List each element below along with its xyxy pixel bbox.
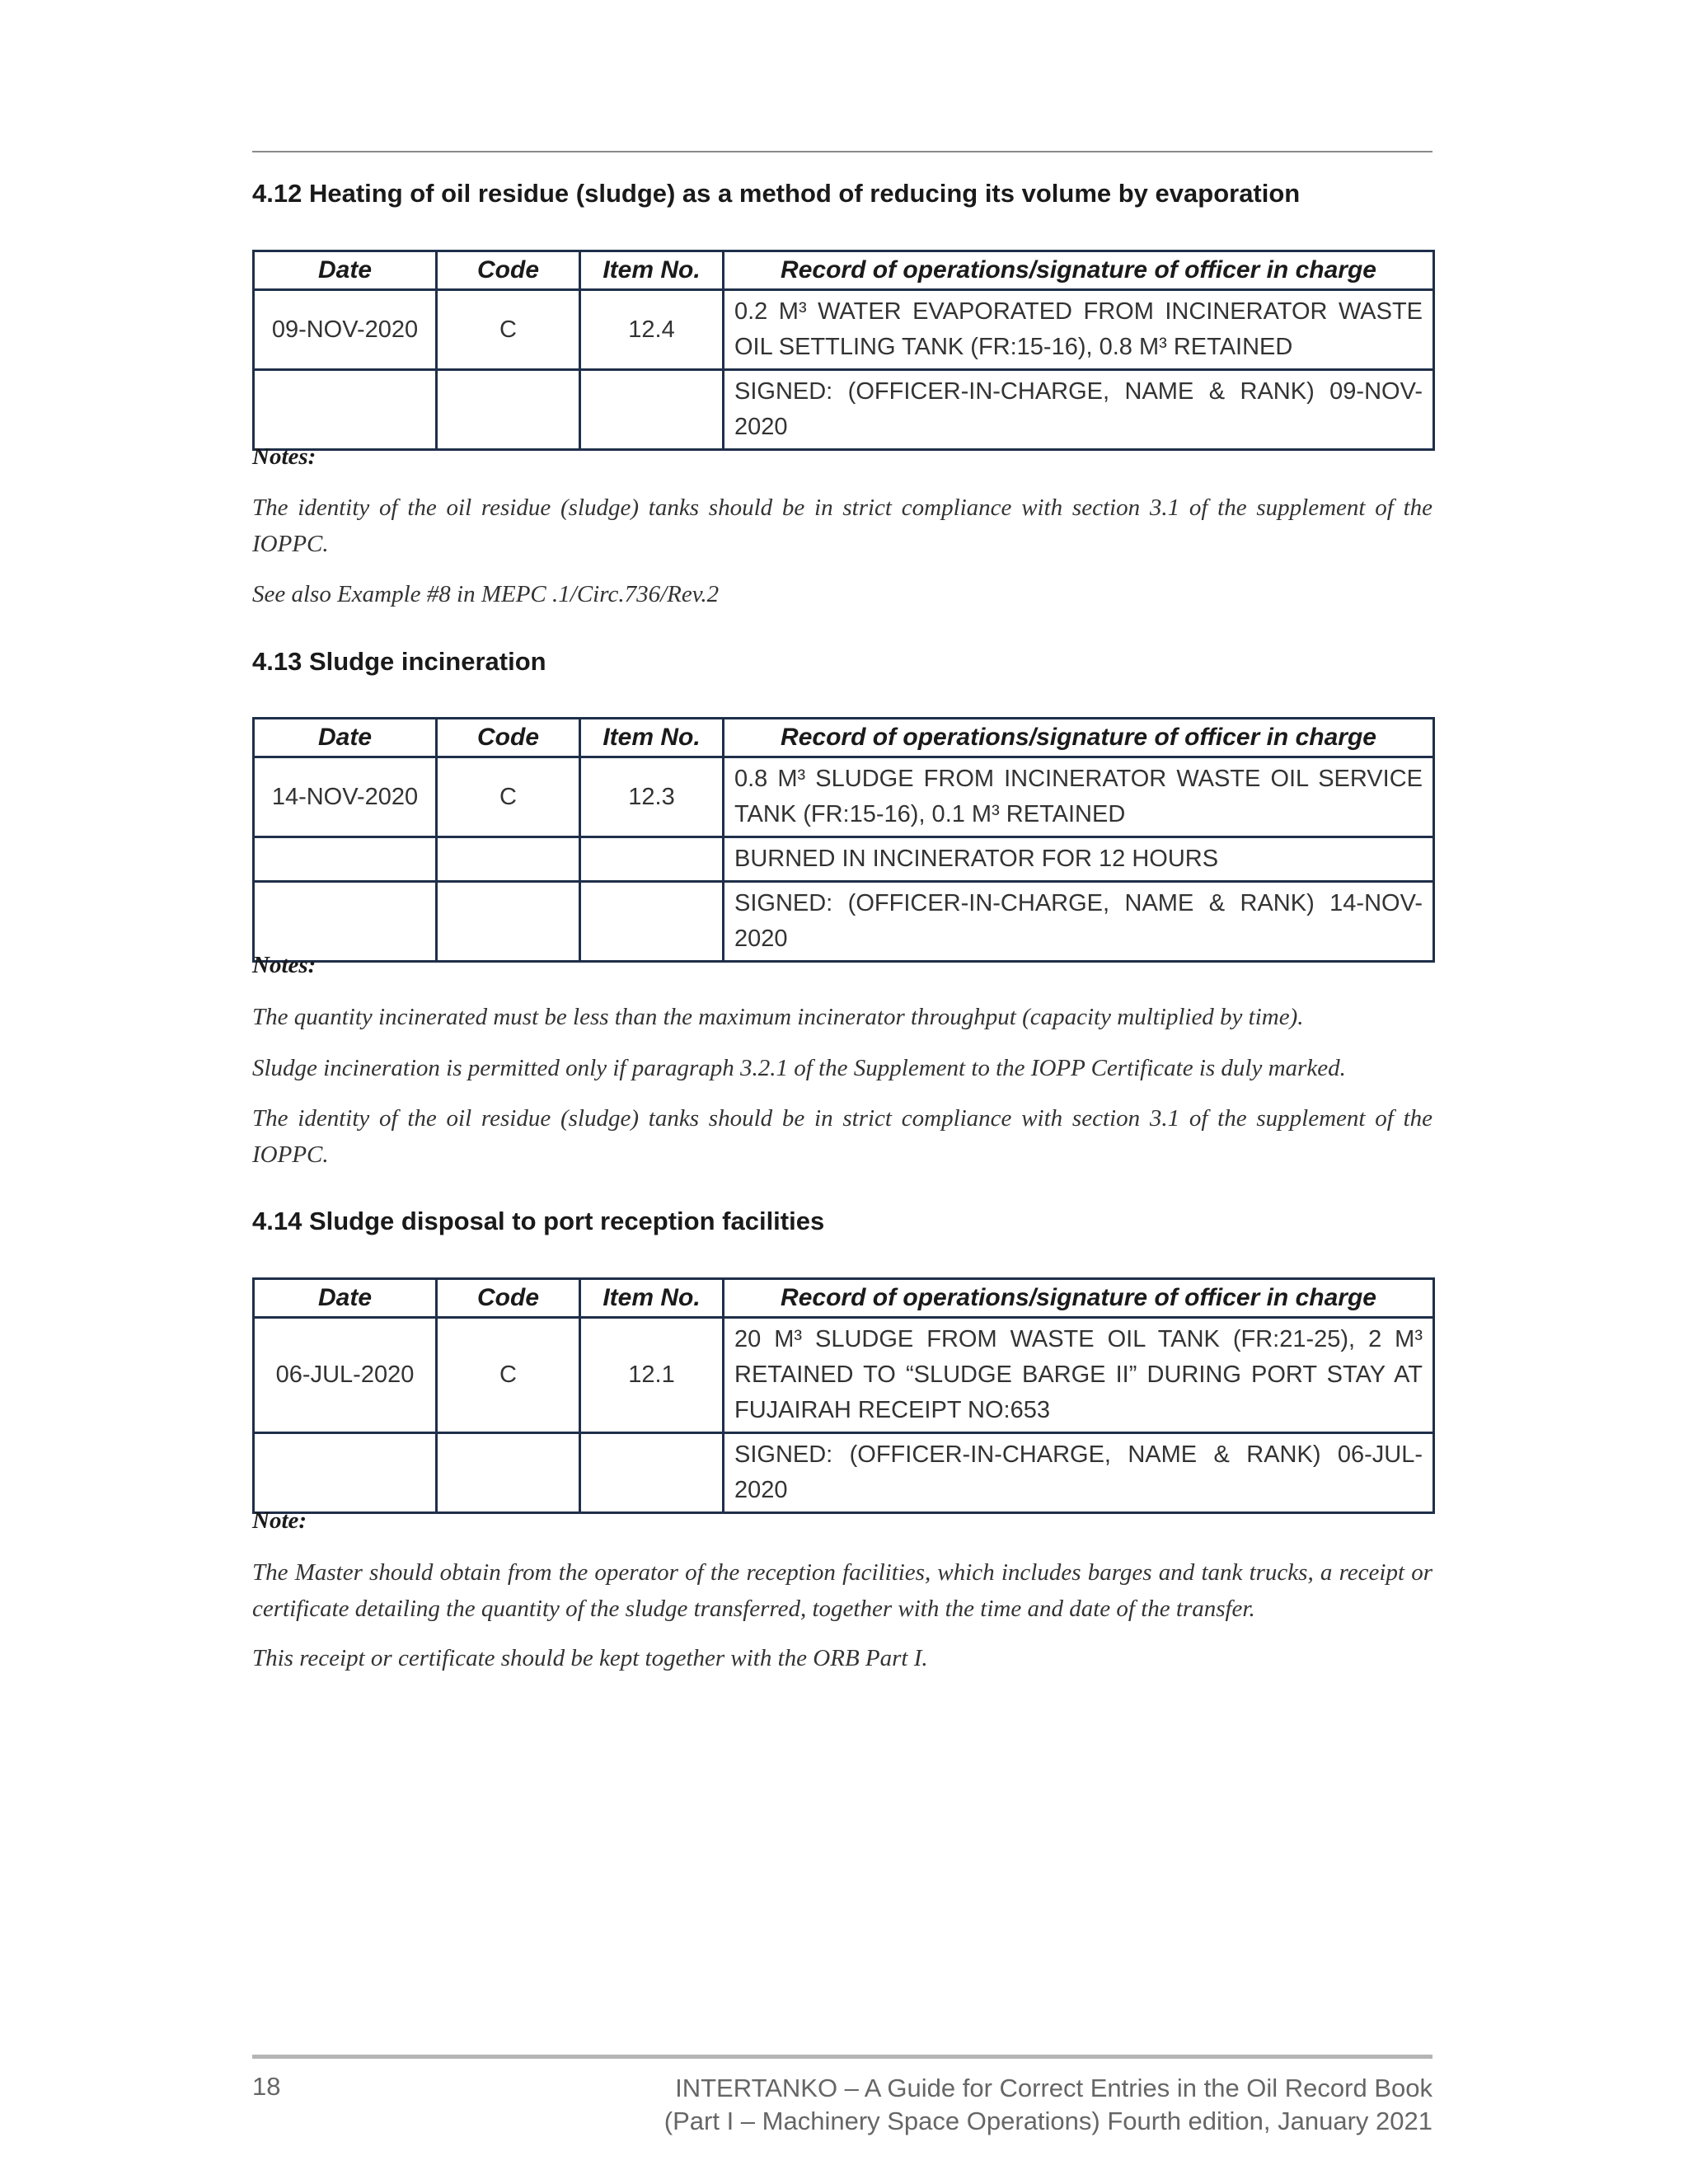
header-item-no: Item No.	[580, 251, 724, 290]
cell-record: 0.2 M³ WATER EVAPORATED FROM INCINERATOR WASTE OIL SETTLING TANK (FR:15-16), 0.8 M³ RETAINED	[724, 290, 1434, 370]
cell-signature: SIGNED: (OFFICER-IN-CHARGE, NAME & RANK) 09-NOV-2020	[724, 370, 1434, 450]
cell-empty	[437, 837, 580, 882]
cell-empty	[254, 837, 437, 882]
note-text: The identity of the oil residue (sludge) tanks should be in strict compliance with section 3.1 of the supplement of the IOPPC.	[252, 1105, 1432, 1168]
cell-item-no: 12.1	[580, 1318, 724, 1433]
header-item-no: Item No.	[580, 719, 724, 757]
table-header-row	[254, 1279, 1434, 1318]
notes-label: Note:	[252, 1507, 307, 1534]
section-heading-4-13: 4.13 Sludge incineration	[252, 647, 546, 676]
cell-signature: SIGNED: (OFFICER-IN-CHARGE, NAME & RANK) 14-NOV-2020	[724, 882, 1434, 962]
header-code: Code	[437, 1279, 580, 1318]
notes-label: Notes:	[252, 443, 316, 470]
cell-code: C	[437, 1318, 580, 1433]
header-date: Date	[254, 1279, 437, 1318]
cell-record: 20 M³ SLUDGE FROM WASTE OIL TANK (FR:21-25), 2 M³ RETAINED TO “SLUDGE BARGE II” DURING PORT STAY AT FUJAIRAH RECEIPT NO:653	[724, 1318, 1434, 1433]
cell-signature: SIGNED: (OFFICER-IN-CHARGE, NAME & RANK) 06-JUL-2020	[724, 1433, 1434, 1513]
header-record: Record of operations/signature of officer in charge	[724, 251, 1434, 290]
cell-record-extra: BURNED IN INCINERATOR FOR 12 HOURS	[724, 837, 1434, 882]
orb-table-4-12	[252, 250, 1435, 451]
table-row	[254, 757, 1434, 837]
cell-empty	[254, 882, 437, 962]
header-item-no: Item No.	[580, 1279, 724, 1318]
cell-empty	[437, 1433, 580, 1513]
footer-line-2: (Part I – Machinery Space Operations) Fourth edition, January 2021	[663, 2107, 1432, 2135]
cell-date: 14-NOV-2020	[254, 757, 437, 837]
orb-table-4-13	[252, 717, 1435, 963]
table-row	[254, 290, 1434, 370]
table-row	[254, 1433, 1434, 1513]
cell-date: 09-NOV-2020	[254, 290, 437, 370]
table-row	[254, 370, 1434, 450]
section-heading-4-14: 4.14 Sludge disposal to port reception facilities	[252, 1207, 825, 1235]
cell-item-no: 12.3	[580, 757, 724, 837]
orb-table-4-14	[252, 1277, 1435, 1514]
cell-empty	[437, 370, 580, 450]
note-text: This receipt or certificate should be kept together with the ORB Part I.	[252, 1645, 928, 1671]
notes-label: Notes:	[252, 952, 316, 978]
footer-line-1: INTERTANKO – A Guide for Correct Entries in the Oil Record Book	[675, 2074, 1432, 2102]
header-code: Code	[437, 251, 580, 290]
header-date: Date	[254, 719, 437, 757]
note-text: The identity of the oil residue (sludge) tanks should be in strict compliance with section 3.1 of the supplement of the IOPPC.	[252, 494, 1432, 557]
header-record: Record of operations/signature of officer in charge	[724, 1279, 1434, 1318]
header-record: Record of operations/signature of officer in charge	[724, 719, 1434, 757]
note-text: The Master should obtain from the operator of the reception facilities, which includes barges and tank trucks, a receipt or certificate detailing the quantity of the sludge transferred, together with the time and date of the transfer.	[252, 1559, 1432, 1622]
header-code: Code	[437, 719, 580, 757]
cell-code: C	[437, 290, 580, 370]
footer-rule	[252, 2055, 1432, 2059]
note-text: Sludge incineration is permitted only if paragraph 3.2.1 of the Supplement to the IOPP Certificate is duly marked.	[252, 1055, 1346, 1081]
cell-date: 06-JUL-2020	[254, 1318, 437, 1433]
table-row	[254, 882, 1434, 962]
table-header-row	[254, 719, 1434, 757]
cell-empty	[437, 882, 580, 962]
page-number: 18	[252, 2072, 281, 2101]
header-date: Date	[254, 251, 437, 290]
footer-text	[664, 2072, 1432, 2138]
cell-code: C	[437, 757, 580, 837]
table-header-row	[254, 251, 1434, 290]
note-text: The quantity incinerated must be less than the maximum incinerator throughput (capacity multiplied by time).	[252, 1004, 1304, 1030]
note-text: See also Example #8 in MEPC .1/Circ.736/Rev.2	[252, 581, 720, 607]
cell-record: 0.8 M³ SLUDGE FROM INCINERATOR WASTE OIL SERVICE TANK (FR:15-16), 0.1 M³ RETAINED	[724, 757, 1434, 837]
cell-empty	[580, 1433, 724, 1513]
cell-empty	[580, 837, 724, 882]
cell-empty	[254, 370, 437, 450]
cell-empty	[580, 882, 724, 962]
cell-empty	[254, 1433, 437, 1513]
top-rule	[252, 151, 1432, 152]
section-heading-4-12: 4.12 Heating of oil residue (sludge) as a method of reducing its volume by evaporation	[252, 179, 1301, 208]
table-row	[254, 1318, 1434, 1433]
table-row	[254, 837, 1434, 882]
cell-empty	[580, 370, 724, 450]
cell-item-no: 12.4	[580, 290, 724, 370]
